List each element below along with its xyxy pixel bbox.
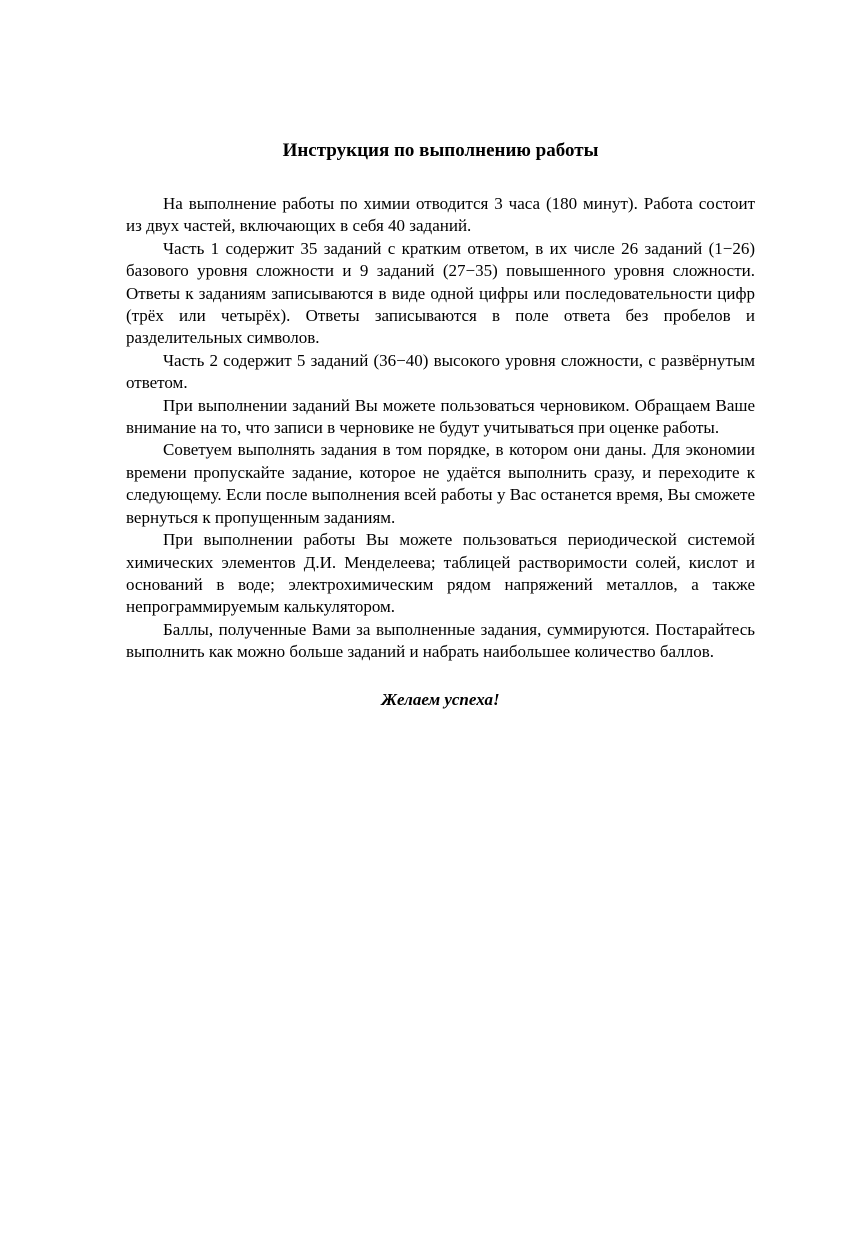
paragraph-duration: На выполнение работы по химии отводится 3 часа (180 минут). Работа состоит из двух частей, включающих в себя 40 заданий.	[126, 194, 755, 236]
document-page	[126, 138, 755, 711]
paragraph-allowed-materials: При выполнении работы Вы можете пользоваться периодической системой химических элементов Д.И. Менделеева; таблицей растворимости солей, кислот и оснований в воде; электрохимическим рядом напряжений металлов, а также непрограммируемым калькулятором.	[126, 530, 755, 617]
paragraph-part-2: Часть 2 содержит 5 заданий (36−40) высокого уровня сложности, с развёрнутым ответом.	[126, 350, 755, 393]
paragraph-part-1: Часть 1 содержит 35 заданий с кратким ответом, в их числе 26 заданий (1−26) базового уровня сложности и 9 заданий (27−35) повышенного уровня сложности. Ответы к заданиям записываются в виде одной цифры или последовательности цифр (трёх или четырёх). Ответы записываются в поле ответа без пробелов и разделительных символов.	[126, 238, 755, 348]
page-title: Инструкция по выполнению работы	[282, 140, 599, 161]
closing-wish: Желаем успеха!	[381, 689, 500, 709]
paragraph-order-advice: Советуем выполнять задания в том порядке, в котором они даны. Для экономии времени пропускайте задание, которое не удаётся выполнить сразу, и переходите к следующему. Если после выполнения всей работы у Вас останется время, Вы сможете вернуться к пропущенным заданиям.	[126, 440, 755, 527]
paragraph-draft: При выполнении заданий Вы можете пользоваться черновиком. Обращаем Ваше внимание на то, что записи в черновике не будут учитываться при оценке работы.	[126, 395, 755, 438]
paragraph-scoring: Баллы, полученные Вами за выполненные задания, суммируются. Постарайтесь выполнить как можно больше заданий и набрать наибольшее количество баллов.	[126, 619, 755, 662]
